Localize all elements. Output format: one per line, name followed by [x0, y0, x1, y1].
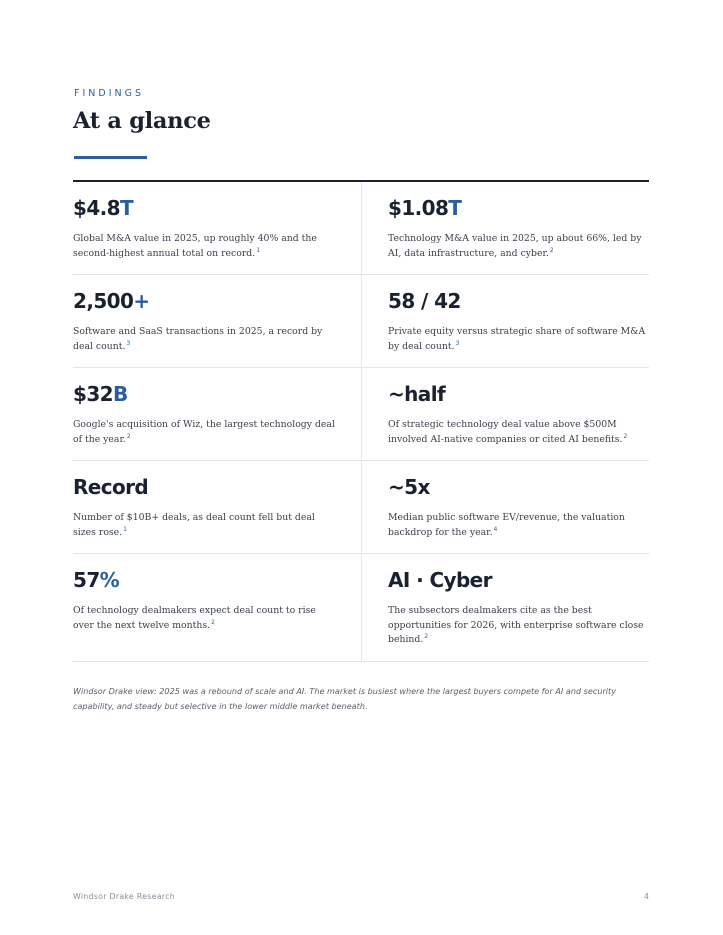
- stat-description: Median public software EV/revenue, the valuation backdrop for the year.$^4$: [388, 512, 625, 538]
- stat-value: $1.08T: [388, 196, 462, 220]
- stat-description: Global M&A value in 2025, up roughly 40% and the second-highest annual total on record.$^1$: [73, 233, 317, 259]
- stat-value: $32B: [73, 382, 128, 406]
- stat-description: Of strategic technology deal value above $500M involved AI-native companies or cited AI benefits.$^2$: [388, 419, 628, 445]
- stat-description: Private equity versus strategic share of software M&A by deal count.$^3$: [388, 326, 646, 352]
- footnote-ref[interactable]: 1: [256, 246, 261, 254]
- footnote-ref[interactable]: 2: [549, 246, 554, 254]
- footnote-ref[interactable]: 2: [623, 432, 628, 440]
- stat-value: $4.8T: [73, 196, 133, 220]
- stat-description: Software and SaaS transactions in 2025, a record by deal count.$^3$: [73, 326, 323, 352]
- title-accent-bar: [74, 156, 147, 159]
- footnote-ref[interactable]: 2: [211, 618, 215, 626]
- footnote-ref[interactable]: 4: [493, 525, 498, 533]
- stat-cell: [361, 275, 649, 368]
- footer-source: Windsor Drake Research: [73, 892, 175, 901]
- editorial-note: Windsor Drake view: 2025 was a rebound of scale and AI. The market is busiest where the largest buyers compete for AI and security capability, and steady but selective in the lower middle market beneath.: [73, 686, 616, 711]
- stat-description: Google's acquisition of Wiz, the largest technology deal of the year.$^2$: [73, 419, 335, 445]
- stat-cell: [73, 182, 361, 275]
- stat-value: 58 / 42: [388, 289, 461, 313]
- section-eyebrow: FINDINGS: [74, 88, 144, 99]
- footnote-ref[interactable]: 2: [424, 633, 429, 640]
- stat-description: The subsectors dealmakers cite as the best opportunities for 2026, with enterprise software close behind.$^2$: [388, 605, 644, 645]
- stat-cell: [73, 554, 361, 662]
- footnote-ref[interactable]: 3: [455, 339, 460, 347]
- stat-cell: [73, 275, 361, 368]
- stat-value: ~5x: [388, 475, 430, 499]
- stat-description: Number of $10B+ deals, as deal count fell but deal sizes rose.$^1$: [73, 512, 315, 538]
- stat-cell: [361, 182, 649, 275]
- footnote-ref[interactable]: 3: [126, 339, 131, 347]
- stat-cell: [361, 368, 649, 461]
- stat-cell: [73, 461, 361, 554]
- footnote-ref[interactable]: 1: [123, 525, 127, 533]
- page-number: 4: [644, 892, 649, 901]
- stat-cell: [361, 461, 649, 554]
- stat-description: Of technology dealmakers expect deal count to rise over the next twelve months.$^2$: [73, 605, 316, 631]
- stat-cell: [73, 368, 361, 461]
- stats-grid: [73, 182, 649, 662]
- stat-description: Technology M&A value in 2025, up about 66%, led by AI, data infrastructure, and cyber.$^2$: [388, 233, 642, 259]
- stat-value: Record: [73, 475, 149, 499]
- stat-value: 2,500+: [73, 289, 150, 313]
- footnote-ref[interactable]: 2: [126, 432, 131, 440]
- stat-value: AI · Cyber: [388, 568, 492, 592]
- stat-value: ~half: [388, 382, 446, 406]
- stat-value: 57%: [73, 568, 120, 592]
- stat-cell: [361, 554, 649, 662]
- page-title: At a glance: [73, 108, 211, 134]
